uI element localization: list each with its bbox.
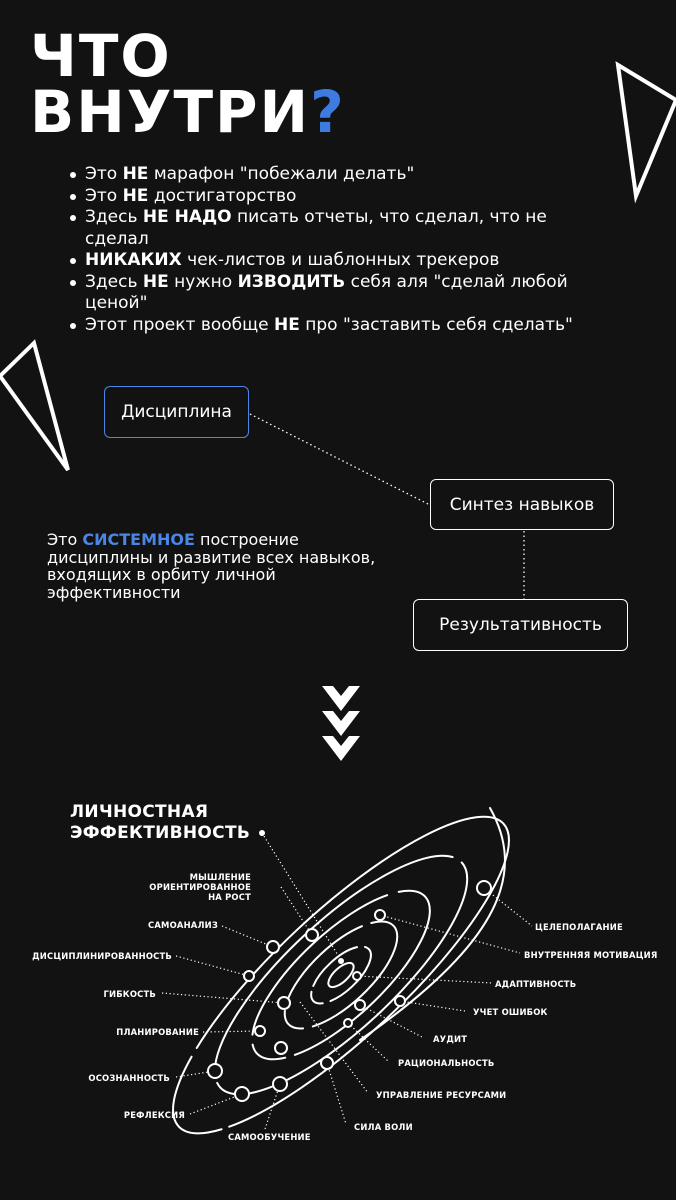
label-mistakes: УЧЕТ ОШИБОК — [473, 1007, 548, 1017]
label-flexibility: ГИБКОСТЬ — [103, 989, 156, 999]
label-selfanalysis: САМОАНАЛИЗ — [148, 920, 218, 930]
orbit-center-dot — [338, 958, 344, 964]
label-awareness: ОСОЗНАННОСТЬ — [88, 1073, 170, 1083]
list-item: Здесь НЕ нужно ИЗВОДИТЬ себя аля "сделай любой ценой" — [68, 272, 608, 315]
orbit-node — [267, 941, 279, 953]
label-rationality: РАЦИОНАЛЬНОСТЬ — [398, 1058, 495, 1068]
orbit-title: ЛИЧНОСТНАЯ ЭФФЕКТИВНОСТЬ — [70, 802, 251, 843]
orbit-node — [355, 1000, 365, 1010]
orbit-node — [235, 1087, 249, 1101]
orbit-node — [278, 997, 290, 1009]
orbit-node — [353, 972, 361, 980]
orbit-ring-1 — [302, 937, 379, 1012]
orbit-outer-arc — [360, 808, 505, 1040]
orbit-ring-4 — [183, 823, 498, 1127]
orbit-ring-outer — [136, 778, 547, 1173]
label-discipline: ДИСЦИПЛИНИРОВАННОСТЬ — [32, 951, 172, 961]
list-item: Этот проект вообще НЕ про "заставить себя сделать" — [68, 315, 608, 337]
orbit-node — [306, 929, 318, 941]
title-line-2: ВНУТРИ — [30, 78, 311, 146]
orbit-node — [395, 996, 405, 1006]
label-growth-mindset: МЫШЛЕНИЕ ОРИЕНТИРОВАННОЕ НА РОСТ — [149, 872, 251, 902]
orbit-ring-2 — [269, 905, 414, 1046]
label-planning: ПЛАНИРОВАНИЕ — [116, 1027, 199, 1037]
label-reflection: РЕФЛЕКСИЯ — [123, 1110, 185, 1120]
list-item: Это НЕ марафон "побежали делать" — [68, 164, 608, 186]
label-selflearning: САМООБУЧЕНИЕ — [228, 1132, 311, 1142]
box-effectiveness-result: Результативность — [413, 599, 628, 651]
orbit-node — [273, 1077, 287, 1091]
title-question-mark: ? — [310, 78, 346, 146]
list-item: НИКАКИХ чек-листов и шаблонных трекеров — [68, 250, 608, 272]
orbit-node — [321, 1057, 333, 1069]
orbit-node — [255, 1026, 265, 1036]
label-adaptivity: АДАПТИВНОСТЬ — [495, 979, 577, 989]
box-skills-synthesis: Синтез навыков — [430, 479, 614, 530]
title-line-1: ЧТО — [30, 22, 172, 90]
orbit-ring-3 — [228, 866, 453, 1084]
orbit-node — [344, 1019, 352, 1027]
list-item: Это НЕ достигаторство — [68, 186, 608, 208]
label-audit: АУДИТ — [433, 1034, 468, 1044]
label-inner-motivation: ВНУТРЕННЯЯ МОТИВАЦИЯ — [524, 950, 658, 960]
orbit-node — [375, 910, 385, 920]
label-willpower: СИЛА ВОЛИ — [354, 1122, 413, 1132]
orbit-node — [244, 971, 254, 981]
orbit-node — [477, 881, 491, 895]
list-item: Здесь НЕ НАДО писать отчеты, что сделал, что не сделал — [68, 207, 608, 250]
box-discipline: Дисциплина — [104, 386, 249, 438]
orbit-node — [208, 1064, 222, 1078]
orbit-node — [275, 1042, 287, 1054]
label-resource-management: УПРАВЛЕНИЕ РЕСУРСАМИ — [376, 1090, 507, 1100]
label-goalsetting: ЦЕЛЕПОЛАГАНИЕ — [535, 922, 623, 932]
orbit-title-dot — [259, 830, 265, 836]
systemic-description: Это СИСТЕМНОЕ построение дисциплины и развитие всех навыков, входящих в орбиту личной эффективности — [47, 530, 376, 602]
